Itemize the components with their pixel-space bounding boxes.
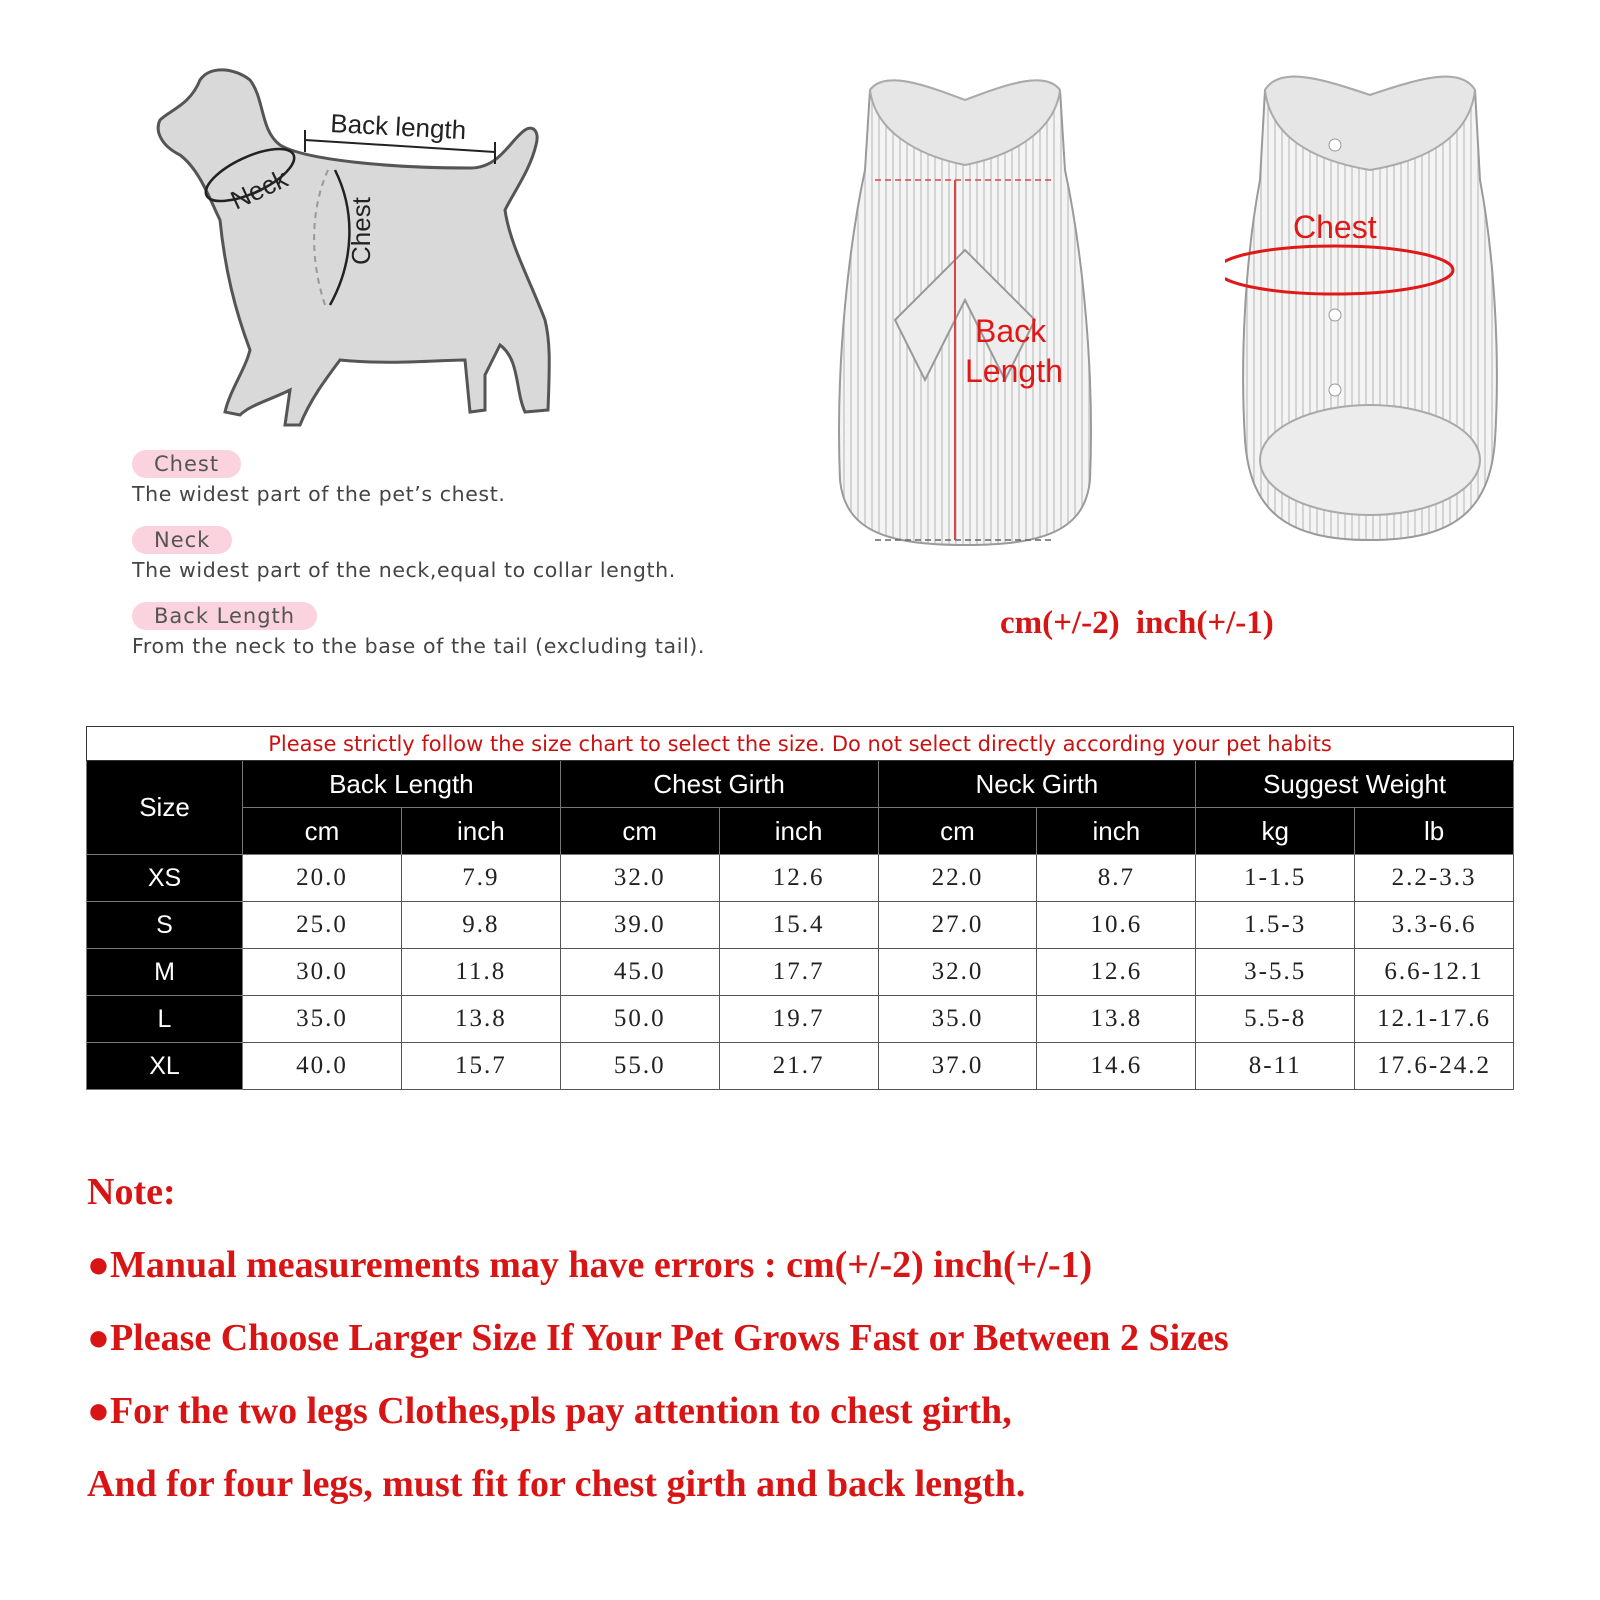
- note-line: ●For the two legs Clothes,pls pay attention to chest girth,: [87, 1390, 1012, 1432]
- coat-chest-label: Chest: [1293, 209, 1377, 245]
- dog-measurement-diagram: [140, 60, 580, 450]
- unit-header: cm: [243, 808, 402, 855]
- value-cell: 30.0: [243, 949, 402, 996]
- unit-header: inch: [401, 808, 560, 855]
- value-cell: 13.8: [1037, 996, 1196, 1043]
- definition-term: Back Length: [132, 602, 317, 630]
- unit-header: kg: [1196, 808, 1355, 855]
- value-cell: 8-11: [1196, 1043, 1355, 1090]
- definition-back-length: [132, 602, 705, 658]
- unit-header: cm: [878, 808, 1037, 855]
- definition-text: The widest part of the neck,equal to collar length.: [132, 558, 676, 582]
- value-cell: 37.0: [878, 1043, 1037, 1090]
- value-cell: 7.9: [401, 855, 560, 902]
- coat-back-length-label-line1: Back: [975, 313, 1047, 349]
- group-header-suggest-weight: Suggest Weight: [1196, 761, 1514, 808]
- tolerance-note: cm(+/-2) inch(+/-1): [1000, 605, 1274, 641]
- value-cell: 25.0: [243, 902, 402, 949]
- value-cell: 1-1.5: [1196, 855, 1355, 902]
- value-cell: 35.0: [243, 996, 402, 1043]
- value-cell: 21.7: [719, 1043, 878, 1090]
- value-cell: 10.6: [1037, 902, 1196, 949]
- coat-back-illustration: [1225, 60, 1515, 560]
- definition-term: Chest: [132, 450, 241, 478]
- group-header-back-length: Back Length: [243, 761, 561, 808]
- note-heading: Note:: [87, 1171, 176, 1213]
- value-cell: 6.6-12.1: [1355, 949, 1514, 996]
- value-cell: 17.7: [719, 949, 878, 996]
- value-cell: 8.7: [1037, 855, 1196, 902]
- definition-neck: [132, 526, 676, 582]
- unit-header: inch: [1037, 808, 1196, 855]
- value-cell: 17.6-24.2: [1355, 1043, 1514, 1090]
- size-cell: L: [87, 996, 243, 1043]
- value-cell: 12.1-17.6: [1355, 996, 1514, 1043]
- table-row: [87, 1043, 1514, 1090]
- size-column-header: Size: [87, 761, 243, 855]
- size-cell: M: [87, 949, 243, 996]
- note-line: And for four legs, must fit for chest girth and back length.: [87, 1463, 1026, 1505]
- value-cell: 5.5-8: [1196, 996, 1355, 1043]
- back-length-label: Back length: [329, 108, 467, 146]
- unit-header: inch: [719, 808, 878, 855]
- unit-header: cm: [560, 808, 719, 855]
- value-cell: 12.6: [1037, 949, 1196, 996]
- value-cell: 40.0: [243, 1043, 402, 1090]
- value-cell: 13.8: [401, 996, 560, 1043]
- value-cell: 45.0: [560, 949, 719, 996]
- size-warning-text: Please strictly follow the size chart to select the size. Do not select directly according your pet habits: [87, 727, 1514, 761]
- definition-text: The widest part of the pet’s chest.: [132, 482, 506, 506]
- table-row: [87, 996, 1514, 1043]
- value-cell: 11.8: [401, 949, 560, 996]
- chest-label: Chest: [346, 197, 376, 265]
- value-cell: 15.4: [719, 902, 878, 949]
- value-cell: 35.0: [878, 996, 1037, 1043]
- value-cell: 20.0: [243, 855, 402, 902]
- definition-term: Neck: [132, 526, 232, 554]
- value-cell: 15.7: [401, 1043, 560, 1090]
- table-row: [87, 949, 1514, 996]
- value-cell: 3-5.5: [1196, 949, 1355, 996]
- value-cell: 3.3-6.6: [1355, 902, 1514, 949]
- note-line: ●Manual measurements may have errors : cm(+/-2) inch(+/-1): [87, 1244, 1093, 1286]
- value-cell: 55.0: [560, 1043, 719, 1090]
- value-cell: 14.6: [1037, 1043, 1196, 1090]
- table-row: [87, 855, 1514, 902]
- value-cell: 27.0: [878, 902, 1037, 949]
- table-unit-header-row: [87, 808, 1514, 855]
- definition-chest: [132, 450, 505, 506]
- size-cell: XS: [87, 855, 243, 902]
- group-header-neck-girth: Neck Girth: [878, 761, 1196, 808]
- value-cell: 19.7: [719, 996, 878, 1043]
- value-cell: 32.0: [878, 949, 1037, 996]
- value-cell: 12.6: [719, 855, 878, 902]
- note-line: ●Please Choose Larger Size If Your Pet Grows Fast or Between 2 Sizes: [87, 1317, 1229, 1359]
- value-cell: 22.0: [878, 855, 1037, 902]
- size-chart-table: [86, 726, 1514, 1090]
- value-cell: 2.2-3.3: [1355, 855, 1514, 902]
- coat-front-illustration: [815, 60, 1115, 570]
- neck-label: Neck: [225, 163, 293, 216]
- value-cell: 1.5-3: [1196, 902, 1355, 949]
- definition-text: From the neck to the base of the tail (excluding tail).: [132, 634, 706, 658]
- size-cell: S: [87, 902, 243, 949]
- table-group-header-row: [87, 761, 1514, 808]
- value-cell: 50.0: [560, 996, 719, 1043]
- value-cell: 9.8: [401, 902, 560, 949]
- table-row: [87, 902, 1514, 949]
- unit-header: lb: [1355, 808, 1514, 855]
- value-cell: 32.0: [560, 855, 719, 902]
- value-cell: 39.0: [560, 902, 719, 949]
- group-header-chest-girth: Chest Girth: [560, 761, 878, 808]
- coat-back-length-label-line2: Length: [965, 353, 1063, 389]
- table-warning-row: [87, 727, 1514, 761]
- size-cell: XL: [87, 1043, 243, 1090]
